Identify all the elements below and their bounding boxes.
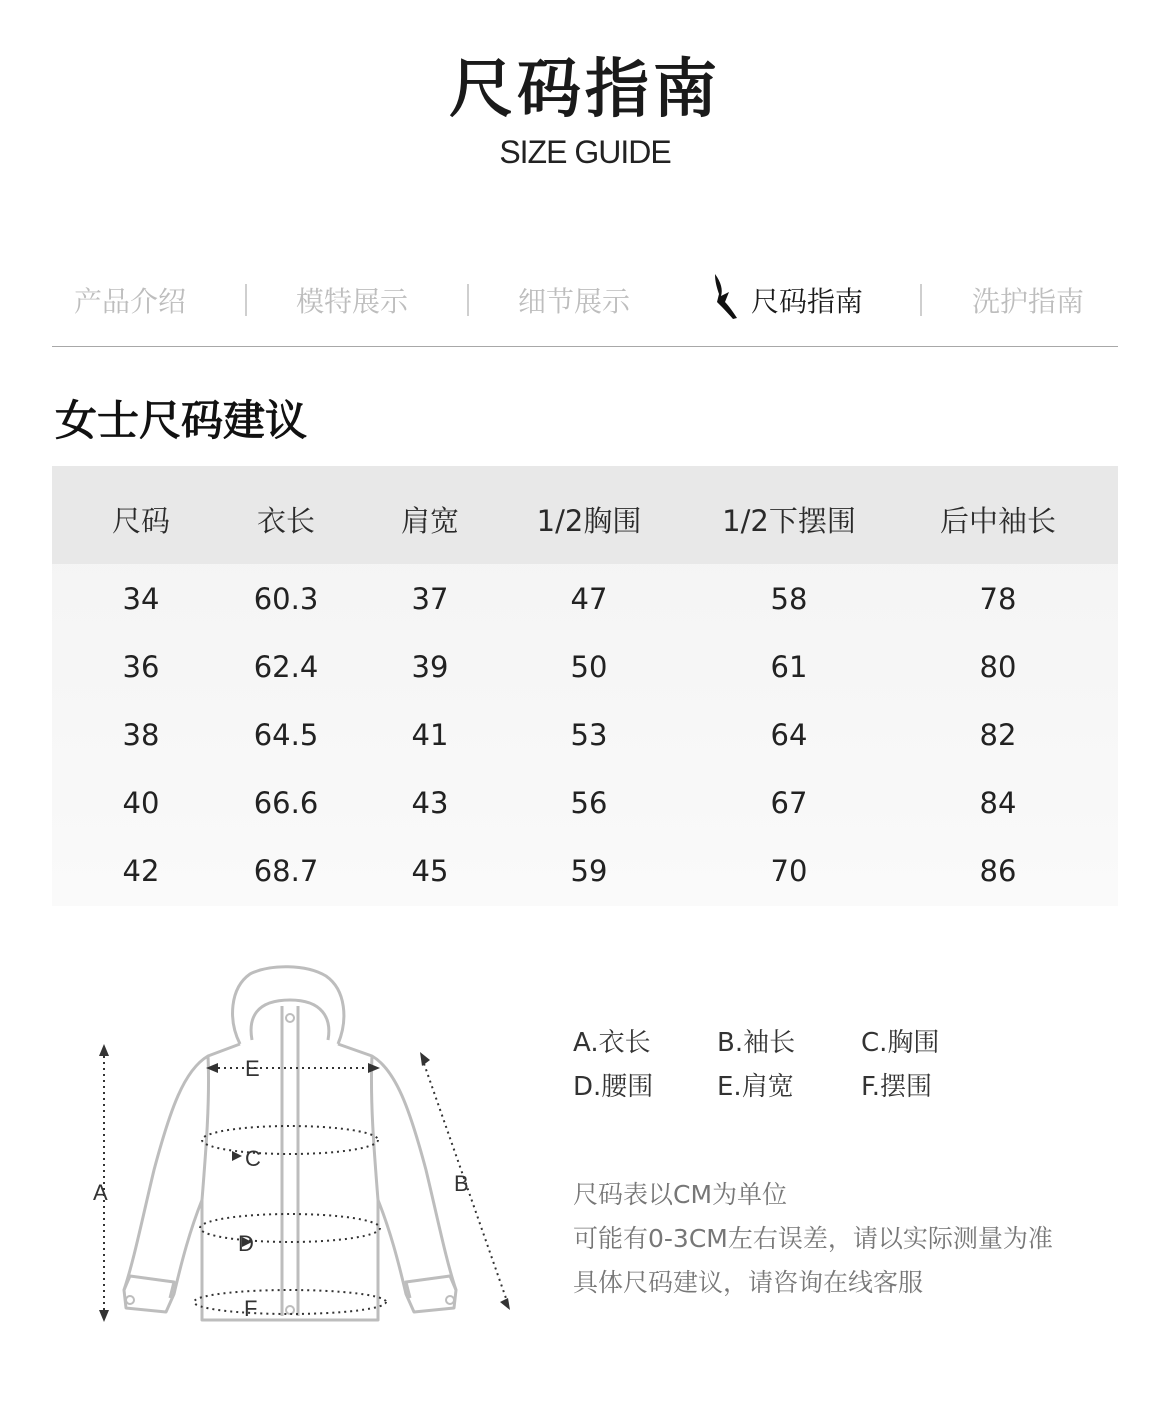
label-d: D (238, 1231, 254, 1256)
column-header: 肩宽 (400, 504, 460, 538)
table-cell: 68.7 (253, 854, 319, 888)
table-cell: 34 (122, 582, 160, 616)
table-cell: 56 (570, 786, 608, 820)
legend-item: E.肩宽 (717, 1072, 794, 1102)
page-title: 尺码指南 (449, 53, 721, 127)
table-cell: 41 (411, 718, 449, 752)
table-cell: 53 (570, 718, 608, 752)
label-a: A (93, 1180, 108, 1205)
table-cell: 66.6 (253, 786, 319, 820)
table-cell: 60.3 (253, 582, 319, 616)
note-line: 可能有0-3CM左右误差，请以实际测量为准 (573, 1224, 1053, 1253)
label-f: F (244, 1296, 258, 1321)
table-cell: 36 (122, 650, 160, 684)
legend-item: F.摆围 (861, 1072, 933, 1102)
tab-nav (52, 272, 1118, 324)
note-line: 尺码表以CM为单位 (573, 1180, 788, 1209)
jacket-diagram (90, 960, 530, 1340)
size-table (52, 466, 1118, 906)
table-cell: 70 (770, 854, 808, 888)
tab-product-intro[interactable]: 产品介绍 (74, 285, 187, 318)
tab-divider (467, 284, 469, 316)
tab-care-guide[interactable]: 洗护指南 (972, 285, 1085, 318)
table-cell: 42 (122, 854, 160, 888)
column-header: 1/2下摆围 (722, 504, 856, 538)
table-cell: 62.4 (253, 650, 319, 684)
table-cell: 64.5 (253, 718, 319, 752)
legend-item: C.胸围 (861, 1028, 940, 1058)
table-cell: 67 (770, 786, 808, 820)
table-cell: 37 (411, 582, 449, 616)
table-cell: 64 (770, 718, 808, 752)
tab-size-guide[interactable]: 尺码指南 (751, 285, 864, 318)
table-cell: 86 (979, 854, 1017, 888)
table-cell: 58 (770, 582, 808, 616)
section-title: 女士尺码建议 (55, 396, 308, 445)
tab-detail-show[interactable]: 细节展示 (518, 285, 631, 318)
table-cell: 84 (979, 786, 1017, 820)
legend-item: B.袖长 (717, 1028, 796, 1058)
label-b: B (454, 1171, 469, 1196)
table-cell: 82 (979, 718, 1017, 752)
table-cell: 80 (979, 650, 1017, 684)
label-e: E (245, 1056, 260, 1081)
column-header: 衣长 (256, 504, 316, 538)
tab-model-show[interactable]: 模特展示 (296, 285, 409, 318)
column-header: 1/2胸围 (536, 504, 642, 538)
table-cell: 50 (570, 650, 608, 684)
table-cell: 40 (122, 786, 160, 820)
table-cell: 47 (570, 582, 608, 616)
tab-divider (245, 284, 247, 316)
feather-icon (707, 272, 743, 320)
table-cell: 38 (122, 718, 160, 752)
legend-item: A.衣长 (573, 1028, 651, 1058)
size-table-header (52, 466, 1118, 564)
table-cell: 39 (411, 650, 449, 684)
table-cell: 61 (770, 650, 808, 684)
table-cell: 43 (411, 786, 449, 820)
label-c: C (245, 1146, 261, 1171)
table-cell: 45 (411, 854, 449, 888)
column-header: 尺码 (111, 504, 171, 538)
table-cell: 78 (979, 582, 1017, 616)
note-line: 具体尺码建议，请咨询在线客服 (573, 1268, 924, 1297)
tab-divider (920, 284, 922, 316)
nav-divider-line (52, 346, 1118, 347)
page-subtitle: SIZE GUIDE (499, 134, 671, 170)
table-cell: 59 (570, 854, 608, 888)
column-header: 后中袖长 (939, 504, 1057, 538)
legend-item: D.腰围 (573, 1072, 654, 1102)
